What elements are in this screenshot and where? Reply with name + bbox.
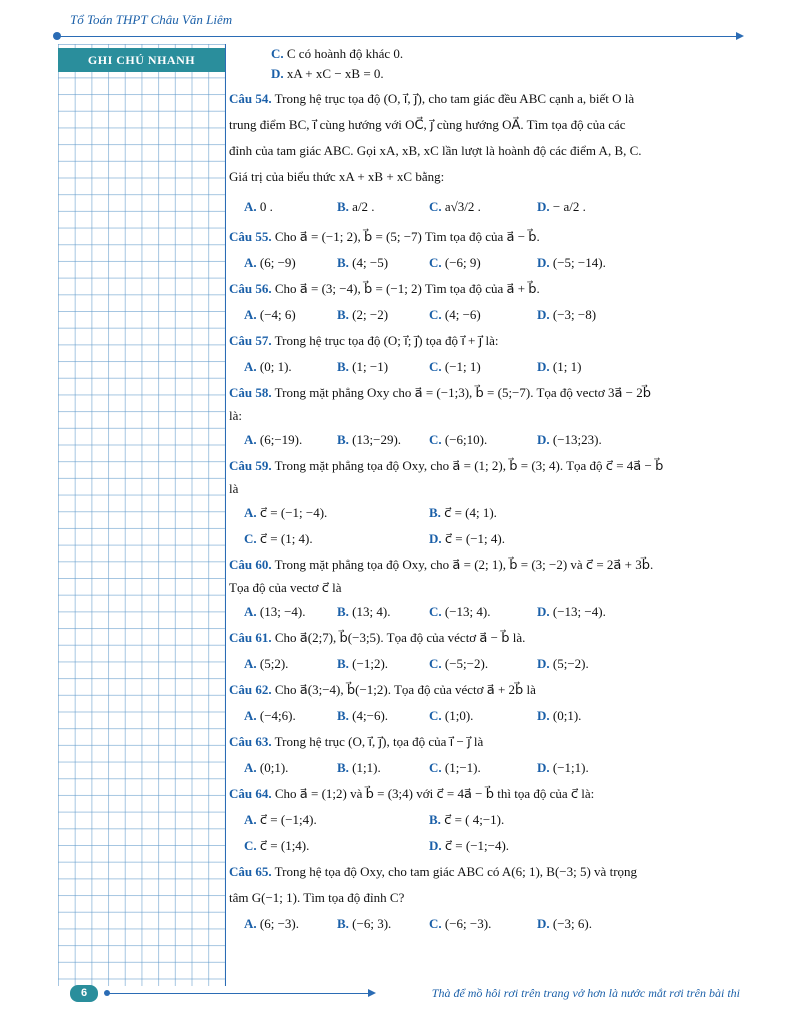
answer-options [229,755,719,781]
option-a: A. (0;1). [244,760,289,775]
option-d: D. − a/2 . [537,199,586,214]
question-number: Câu 57. [229,333,272,348]
option-d: D. (1; 1) [537,359,582,374]
question-60 [229,552,719,625]
option-c: C. (4; −6) [429,307,481,322]
option-b: B. c⃗ = ( 4;−1). [429,812,505,827]
option-a: A. (5;2). [244,656,289,671]
option-c: C. (1;−1). [429,760,481,775]
option-d: D. c⃗ = (−1;−4). [429,838,510,853]
option-c: C. c⃗ = (1; 4). [244,531,313,546]
footer-slogan: Thà để mồ hôi rơi trên trang vở hơn là nước mắt rơi trên bài thi [431,986,740,1000]
header-arrow-icon [736,32,744,40]
option-c: C. (−13; 4). [429,604,491,619]
question-59 [229,453,719,552]
question-number: Câu 54. [229,91,272,106]
question-62 [229,677,719,729]
question-text: Cho a⃗ = (3; −4), b⃗ = (−1; 2) Tìm tọa độ của a⃗ + b⃗. [274,281,540,296]
option-d: D. (−3; −8) [537,307,597,322]
option-c: C. (1;0). [429,708,474,723]
option-a: A. (0; 1). [244,359,292,374]
option-d: D. (−5; −14). [537,255,606,270]
answer-options-row2 [229,526,719,552]
header-rule [58,36,742,37]
question-number: Câu 63. [229,734,272,749]
option-d: D. (−3; 6). [537,916,592,931]
question-64 [229,781,719,859]
question-text-3: đỉnh của tam giác ABC. Gọi xA, xB, xC lần lượt là hoành độ các điểm A, B, C. [229,143,642,158]
question-text-2: là: [229,408,242,423]
option-a: A. (6; −3). [244,916,299,931]
notes-sidebar [58,44,226,986]
option-b: B. (1;1). [337,760,381,775]
question-number: Câu 60. [229,557,272,572]
answer-options [229,911,719,937]
option-b: B. (13;−29). [337,432,402,447]
option-c: C. (−1; 1) [429,359,481,374]
option-d: D. xA + xC − xB = 0. [271,66,384,81]
option-d: D. (0;1). [537,708,582,723]
prev-options-2 [229,64,719,86]
header-title: Tổ Toán THPT Châu Văn Liêm [70,12,233,27]
question-number: Câu 58. [229,385,272,400]
answer-options [229,302,719,328]
option-a: A. 0 . [244,199,273,214]
question-text: Trong hệ trục tọa độ (O; i⃗; j⃗) tọa độ i⃗ + j⃗ là: [274,333,499,348]
answer-options [229,703,719,729]
sidebar-title: GHI CHÚ NHANH [58,48,225,72]
question-63 [229,729,719,781]
question-number: Câu 61. [229,630,272,645]
question-text: Trong hệ trục (O, i⃗, j⃗), tọa độ của i⃗ − j⃗ là [274,734,484,749]
footer-rule [105,993,372,994]
answer-options-row2 [229,833,719,859]
question-65 [229,859,719,937]
answer-options [229,651,719,677]
option-d: D. (5;−2). [537,656,589,671]
question-text-2: tâm G(−1; 1). Tìm tọa độ đỉnh C? [229,890,405,905]
option-b: B. (4; −5) [337,255,389,270]
option-c: C. (−6; 9) [429,255,481,270]
question-text: Trong mặt phẳng tọa độ Oxy, cho a⃗ = (2; 1), b⃗ = (3; −2) và c⃗ = 2a⃗ + 3b⃗. [274,557,654,572]
option-d: D. c⃗ = (−1; 4). [429,531,505,546]
question-text-2: trung điểm BC, i⃗ cùng hướng với OC⃗, j⃗ cùng hướng OA⃗. Tìm tọa độ của các [229,117,626,132]
question-text: Cho a⃗(2;7), b⃗(−3;5). Tọa độ của véctơ a⃗ − b⃗ là. [274,630,526,645]
option-c: C. a√3/2 . [429,199,481,214]
question-list [229,44,719,937]
question-number: Câu 64. [229,786,272,801]
question-number: Câu 62. [229,682,272,697]
answer-options [229,190,719,224]
option-d: D. (−13; −4). [537,604,606,619]
option-b: B. c⃗ = (4; 1). [429,505,497,520]
answer-options [229,250,719,276]
question-56 [229,276,719,328]
answer-options-row1 [229,500,719,526]
option-a: A. (6;−19). [244,432,303,447]
option-d: D. (−13;23). [537,432,602,447]
question-55 [229,224,719,276]
question-text: Trong mặt phẳng tọa độ Oxy, cho a⃗ = (1; 2), b⃗ = (3; 4). Tọa độ c⃗ = 4a⃗ − b⃗ [274,458,664,473]
option-c: C. (−6; −3). [429,916,492,931]
question-58 [229,380,719,453]
option-c: C. (−6;10). [429,432,488,447]
option-c: C. (−5;−2). [429,656,489,671]
option-b: B. (13; 4). [337,604,391,619]
question-57 [229,328,719,380]
option-b: B. (1; −1) [337,359,389,374]
question-text-4: Giá trị của biểu thức xA + xB + xC bằng: [229,169,445,184]
option-b: B. (−1;2). [337,656,389,671]
answer-options [229,599,719,625]
option-c: C. C có hoành độ khác 0. [271,46,404,61]
question-text-2: là [229,481,239,496]
footer-arrow-icon [368,989,376,997]
option-b: B. (4;−6). [337,708,389,723]
option-b: B. a/2 . [337,199,375,214]
option-a: A. c⃗ = (−1;4). [244,812,317,827]
question-text: Trong hệ trục tọa độ (O, i⃗, j⃗), cho tam giác đều ABC cạnh a, biết O là [274,91,635,106]
question-text: Trong mặt phẳng Oxy cho a⃗ = (−1;3), b⃗ = (5;−7). Tọa độ vectơ 3a⃗ − 2b⃗ [274,385,652,400]
prev-options [229,44,719,64]
question-text: Cho a⃗(3;−4), b⃗(−1;2). Tọa độ của véctơ a⃗ + 2b⃗ là [274,682,536,697]
option-c: C. c⃗ = (1;4). [244,838,310,853]
option-a: A. c⃗ = (−1; −4). [244,505,328,520]
question-number: Câu 56. [229,281,272,296]
question-number: Câu 65. [229,864,272,879]
option-a: A. (−4; 6) [244,307,296,322]
answer-options [229,354,719,380]
question-text: Trong hệ tọa độ Oxy, cho tam giác ABC có A(6; 1), B(−3; 5) và trọng [274,864,638,879]
question-number: Câu 59. [229,458,272,473]
question-text-2: Tọa độ của vectơ c⃗ là [229,580,342,595]
option-a: A. (6; −9) [244,255,296,270]
question-text: Cho a⃗ = (1;2) và b⃗ = (3;4) với c⃗ = 4a⃗ − b⃗ thì tọa độ của c⃗ là: [274,786,595,801]
answer-options [229,427,719,453]
question-54 [229,86,719,224]
question-text: Cho a⃗ = (−1; 2), b⃗ = (5; −7) Tìm tọa độ của a⃗ − b⃗. [274,229,540,244]
option-d: D. (−1;1). [537,760,589,775]
page-number: 6 [70,985,98,1002]
answer-options-row1 [229,807,719,833]
option-b: B. (−6; 3). [337,916,392,931]
question-61 [229,625,719,677]
question-number: Câu 55. [229,229,272,244]
option-a: A. (13; −4). [244,604,306,619]
option-a: A. (−4;6). [244,708,296,723]
option-b: B. (2; −2) [337,307,389,322]
